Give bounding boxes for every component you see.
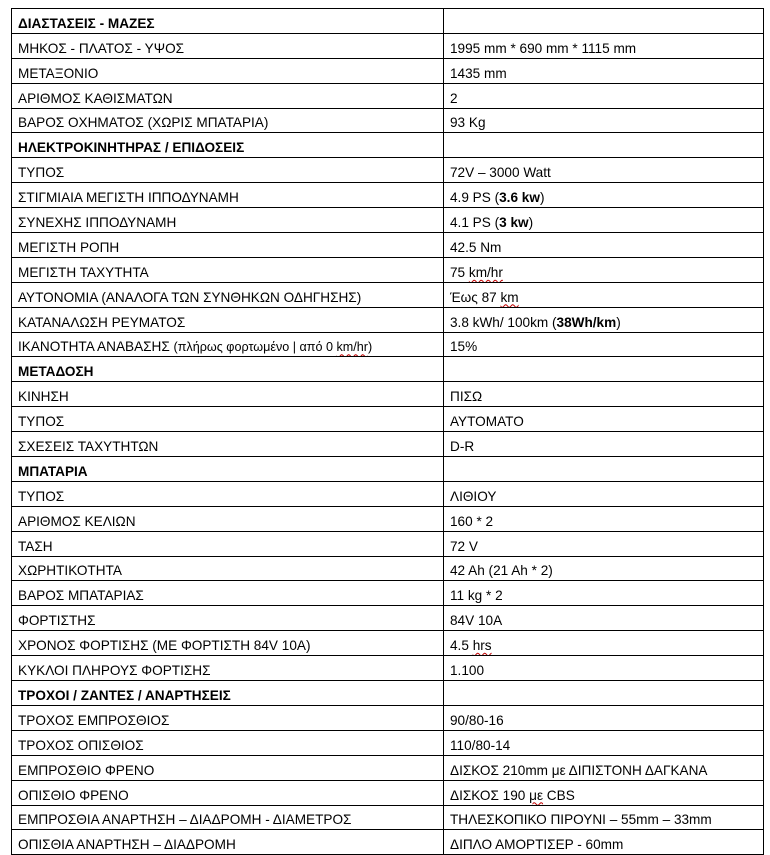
spec-value-cell — [444, 382, 764, 407]
spec-value-cell — [444, 531, 764, 556]
spec-row — [12, 581, 764, 606]
value-text: ΑΥΤΟΜΑΤΟ — [450, 414, 524, 430]
spec-table-body — [12, 9, 764, 855]
label-text: ΑΡΙΘΜΟΣ ΚΑΘΙΣΜΑΤΩΝ — [18, 90, 173, 106]
spec-row — [12, 282, 764, 307]
value-text: ΠΙΣΩ — [450, 389, 483, 405]
spec-value-cell — [444, 108, 764, 133]
spec-row — [12, 257, 764, 282]
value-text: D-R — [450, 439, 475, 455]
label-text: ΒΑΡΟΣ ΟΧΗΜΑΤΟΣ (ΧΩΡΙΣ ΜΠΑΤΑΡΙΑ) — [18, 115, 269, 131]
value-text: 11 kg * 2 — [450, 588, 503, 604]
spec-label-cell — [12, 556, 444, 581]
label-text: ΜΕΓΙΣΤΗ ΡΟΠΗ — [18, 239, 120, 255]
spec-value-cell — [444, 83, 764, 108]
spec-value-cell — [444, 631, 764, 656]
spec-value-cell — [444, 780, 764, 805]
spec-label-cell — [12, 656, 444, 681]
spec-label-cell — [12, 33, 444, 58]
spec-value-cell — [444, 282, 764, 307]
spec-value-cell — [444, 581, 764, 606]
spec-label-cell — [12, 83, 444, 108]
spec-label-cell — [12, 755, 444, 780]
spec-value-cell — [444, 257, 764, 282]
section-header-row — [12, 9, 764, 34]
section-title: ΜΠΑΤΑΡΙΑ — [12, 457, 444, 482]
spec-label-cell — [12, 183, 444, 208]
value-text: 75 — [450, 264, 469, 280]
spec-label-cell — [12, 208, 444, 233]
spec-row — [12, 755, 764, 780]
spec-row — [12, 805, 764, 830]
value-text: 3.8 kWh/ 100km ( — [450, 314, 557, 330]
section-empty-cell — [444, 357, 764, 382]
label-text: ΙΚΑΝΟΤΗΤΑ ΑΝΑΒΑΣΗΣ — [18, 339, 174, 355]
spec-value-cell — [444, 755, 764, 780]
label-text: ΤΑΣΗ — [18, 538, 53, 554]
spec-row — [12, 481, 764, 506]
value-text: 42 Ah (21 Ah * 2) — [450, 563, 553, 579]
spec-label-cell — [12, 307, 444, 332]
spec-label-cell — [12, 780, 444, 805]
label-text: ΚΑΤΑΝΑΛΩΣΗ ΡΕΥΜΑΤΟΣ — [18, 314, 186, 330]
label-note-spellcheck-text: km/hr — [336, 340, 368, 355]
spec-row — [12, 506, 764, 531]
value-text: ΤΗΛΕΣΚΟΠΙΚΟ ΠΙΡΟΥΝΙ – 55mm – 33mm — [450, 812, 712, 828]
spec-table — [11, 8, 764, 855]
value-text: 160 * 2 — [450, 513, 494, 529]
spec-row — [12, 307, 764, 332]
spec-row — [12, 432, 764, 457]
section-title: ΗΛΕΚΤΡΟΚΙΝΗΤΗΡΑΣ / ΕΠΙΔΟΣΕΙΣ — [12, 133, 444, 158]
label-text: ΟΠΙΣΘΙΟ ΦΡΕΝΟ — [18, 787, 129, 803]
spec-label-cell — [12, 233, 444, 258]
spec-row — [12, 407, 764, 432]
spec-row — [12, 556, 764, 581]
spec-label-cell — [12, 481, 444, 506]
label-note-text: ) — [367, 340, 373, 355]
label-text: ΤΡΟΧΟΣ ΕΜΠΡΟΣΘΙΟΣ — [18, 712, 170, 728]
label-text: ΣΤΙΓΜΙΑΙΑ ΜΕΓΙΣΤΗ ΙΠΠΟΔΥΝΑΜΗ — [18, 190, 239, 206]
value-text: 4.1 PS ( — [450, 215, 500, 231]
spec-row — [12, 158, 764, 183]
value-text: 90/80-16 — [450, 712, 504, 728]
spec-row — [12, 58, 764, 83]
value-text: 72 V — [450, 538, 478, 554]
spec-value-cell — [444, 158, 764, 183]
label-text: ΣΥΝΕΧΗΣ ΙΠΠΟΔΥΝΑΜΗ — [18, 215, 177, 231]
value-text: ΔΙΣΚΟΣ 210mm με ΔΙΠΙΣΤΟΝΗ ΔΑΓΚΑΝΑ — [450, 762, 708, 778]
value-text: CBS — [543, 787, 575, 803]
value-text: 93 Kg — [450, 115, 486, 131]
value-text: 110/80-14 — [450, 737, 511, 753]
spec-value-cell — [444, 481, 764, 506]
value-spellcheck-text: με — [529, 787, 544, 803]
spec-value-cell — [444, 432, 764, 457]
label-text: ΕΜΠΡΟΣΘΙΟ ΦΡΕΝΟ — [18, 762, 155, 778]
spec-label-cell — [12, 531, 444, 556]
value-text: ΔΙΣΚΟΣ 190 — [450, 787, 530, 803]
spec-label-cell — [12, 407, 444, 432]
spec-row — [12, 108, 764, 133]
label-text: ΜΕΤΑΞΟΝΙΟ — [18, 65, 99, 81]
spec-row — [12, 730, 764, 755]
value-text: ) — [528, 215, 534, 231]
label-text: ΜΗΚΟΣ - ΠΛΑΤΟΣ - ΥΨΟΣ — [18, 40, 185, 56]
spec-value-cell — [444, 656, 764, 681]
spec-row — [12, 780, 764, 805]
section-header-row — [12, 457, 764, 482]
value-text: 15% — [450, 339, 478, 355]
spec-row — [12, 208, 764, 233]
value-bold-text: 38Wh/km — [556, 314, 617, 330]
spec-label-cell — [12, 58, 444, 83]
spec-label-cell — [12, 158, 444, 183]
spec-label-cell — [12, 631, 444, 656]
label-text: ΤΥΠΟΣ — [18, 165, 65, 181]
value-text: 1995 mm * 690 mm * 1115 mm — [450, 40, 637, 56]
spec-row — [12, 183, 764, 208]
value-text: ΛΙΘΙΟΥ — [450, 488, 497, 504]
value-spellcheck-text: km/hr — [468, 264, 503, 280]
section-empty-cell — [444, 133, 764, 158]
value-text: 4.9 PS ( — [450, 190, 500, 206]
spec-label-cell — [12, 282, 444, 307]
label-text: ΑΡΙΘΜΟΣ ΚΕΛΙΩΝ — [18, 513, 136, 529]
section-header-row — [12, 681, 764, 706]
spec-value-cell — [444, 830, 764, 855]
spec-label-cell — [12, 432, 444, 457]
spec-row — [12, 233, 764, 258]
label-text: ΧΩΡΗΤΙΚΟΤΗΤΑ — [18, 563, 122, 579]
spec-row — [12, 33, 764, 58]
spec-value-cell — [444, 556, 764, 581]
label-text: ΒΑΡΟΣ ΜΠΑΤΑΡΙΑΣ — [18, 588, 144, 604]
label-text: ΜΕΓΙΣΤΗ ΤΑΧΥΤΗΤΑ — [18, 264, 149, 280]
value-text: ΔΙΠΛΟ ΑΜΟΡΤΙΣΕΡ - 60mm — [450, 837, 624, 853]
label-text: ΚΥΚΛΟΙ ΠΛΗΡΟΥΣ ΦΟΡΤΙΣΗΣ — [18, 663, 211, 679]
spec-row — [12, 830, 764, 855]
section-empty-cell — [444, 681, 764, 706]
value-spellcheck-text: km — [500, 289, 519, 305]
spec-label-cell — [12, 382, 444, 407]
spec-value-cell — [444, 705, 764, 730]
label-text: ΦΟΡΤΙΣΤΗΣ — [18, 613, 96, 629]
section-title: ΤΡΟΧΟΙ / ΖΑΝΤΕΣ / ΑΝΑΡΤΗΣΕΙΣ — [12, 681, 444, 706]
spec-value-cell — [444, 805, 764, 830]
value-text: 84V 10A — [450, 613, 503, 629]
section-header-row — [12, 357, 764, 382]
value-spellcheck-text: hrs — [472, 638, 492, 654]
label-text: ΤΥΠΟΣ — [18, 414, 65, 430]
label-text: ΧΡΟΝΟΣ ΦΟΡΤΙΣΗΣ (ΜΕ ΦΟΡΤΙΣΤΗ 84V 10A) — [18, 638, 311, 654]
label-text: ΤΡΟΧΟΣ ΟΠΙΣΘΙΟΣ — [18, 737, 144, 753]
value-text: 2 — [450, 90, 458, 106]
spec-label-cell — [12, 257, 444, 282]
spec-label-cell — [12, 705, 444, 730]
spec-value-cell — [444, 730, 764, 755]
label-text: ΚΙΝΗΣΗ — [18, 389, 69, 405]
spec-row — [12, 656, 764, 681]
label-note-text: (πλήρως φορτωμένο | από 0 — [173, 340, 337, 355]
label-text: ΟΠΙΣΘΙΑ ΑΝΑΡΤΗΣΗ – ΔΙΑΔΡΟΜΗ — [18, 837, 236, 853]
value-text: ) — [616, 314, 621, 330]
spec-row — [12, 631, 764, 656]
value-text: 72V – 3000 Watt — [450, 165, 551, 181]
spec-row — [12, 606, 764, 631]
section-title: ΜΕΤΑΔΟΣΗ — [12, 357, 444, 382]
spec-value-cell — [444, 506, 764, 531]
value-text: ) — [539, 190, 545, 206]
spec-value-cell — [444, 307, 764, 332]
value-text: 42.5 Nm — [450, 239, 502, 255]
value-bold-text: 3 kw — [499, 215, 529, 231]
spec-label-cell — [12, 730, 444, 755]
label-text: ΕΜΠΡΟΣΘΙΑ ΑΝΑΡΤΗΣΗ – ΔΙΑΔΡΟΜΗ - ΔΙΑΜΕΤΡΟΣ — [18, 812, 352, 828]
spec-row — [12, 382, 764, 407]
spec-value-cell — [444, 407, 764, 432]
spec-label-cell — [12, 606, 444, 631]
section-title: ΔΙΑΣΤΑΣΕΙΣ - ΜΑΖΕΣ — [12, 9, 444, 34]
label-text: ΣΧΕΣΕΙΣ ΤΑΧΥΤΗΤΩΝ — [18, 439, 159, 455]
spec-label-cell — [12, 332, 444, 357]
spec-value-cell — [444, 183, 764, 208]
spec-row — [12, 83, 764, 108]
spec-label-cell — [12, 506, 444, 531]
value-bold-text: 3.6 kw — [499, 190, 540, 206]
spec-label-cell — [12, 805, 444, 830]
spec-row — [12, 332, 764, 357]
spec-label-cell — [12, 108, 444, 133]
value-text: Έως 87 — [450, 289, 501, 305]
spec-value-cell — [444, 33, 764, 58]
value-text: 4.5 — [450, 638, 473, 654]
section-empty-cell — [444, 457, 764, 482]
section-header-row — [12, 133, 764, 158]
value-text: 1.100 — [450, 663, 485, 679]
label-text: ΤΥΠΟΣ — [18, 488, 65, 504]
spec-value-cell — [444, 233, 764, 258]
spec-value-cell — [444, 58, 764, 83]
label-text: ΑΥΤΟΝΟΜΙΑ (ΑΝΑΛΟΓΑ ΤΩΝ ΣΥΝΘΗΚΩΝ ΟΔΗΓΗΣΗΣ) — [18, 289, 362, 305]
spec-row — [12, 705, 764, 730]
section-empty-cell — [444, 9, 764, 34]
value-text: 1435 mm — [450, 65, 507, 81]
spec-value-cell — [444, 332, 764, 357]
spec-value-cell — [444, 606, 764, 631]
spec-value-cell — [444, 208, 764, 233]
spec-label-cell — [12, 830, 444, 855]
spec-row — [12, 531, 764, 556]
spec-label-cell — [12, 581, 444, 606]
